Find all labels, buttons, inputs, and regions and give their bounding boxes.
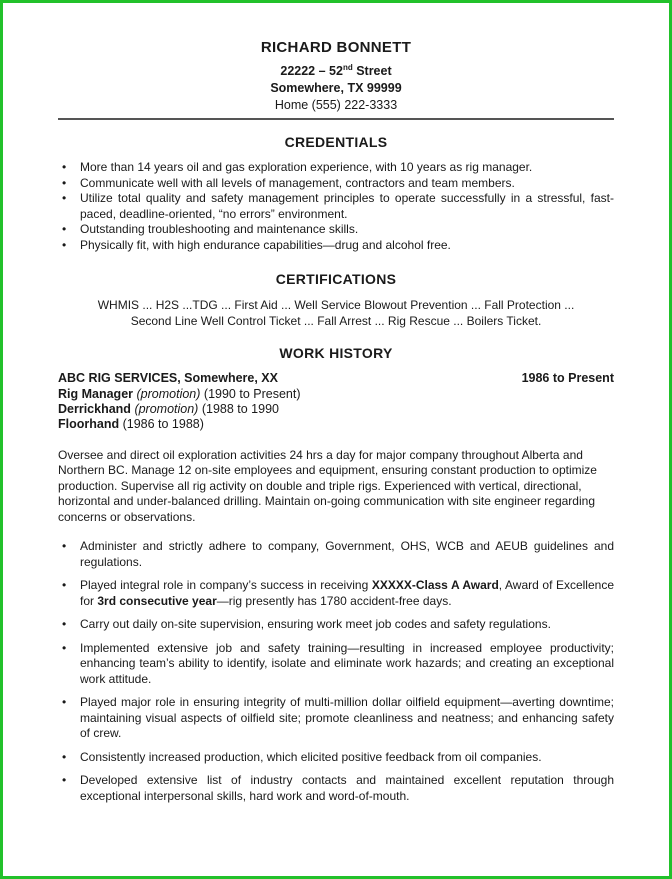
street-suffix: Street (352, 64, 392, 79)
role-years: (1990 to Present) (203, 386, 301, 401)
credential-text: Utilize total quality and safety management principles to operate successfully in a stressful, fast-paced, deadline-oriented, “no errors” environment. (80, 191, 614, 221)
street-address (58, 59, 614, 80)
bullet-icon: • (62, 695, 67, 710)
achievement-item (58, 578, 614, 609)
achievement-text: Carry out daily on-site supervision, ensuring work meet job codes and safety regulations. (80, 617, 551, 632)
bullet-icon: • (62, 749, 67, 764)
role-title: Floorhand (58, 416, 120, 431)
achievement-item (58, 617, 614, 633)
role-title: Rig Manager (58, 386, 134, 401)
certifications-line-1: WHMIS ... H2S ...TDG ... First Aid ... Well Service Blowout Prevention ... Fall Protection ... (97, 298, 575, 313)
work-history-heading: WORK HISTORY (279, 345, 393, 362)
award-years: 3rd consecutive year (97, 593, 217, 608)
credential-text: Communicate well with all levels of management, contractors and team members. (80, 175, 515, 190)
achievement-text: Played major role in ensuring integrity of multi-million dollar oilfield equipment—averting downtime; maintaining visual aspects of oilfield site; promote cleanliness and neatness; and enhancing safety of crew. (80, 695, 614, 741)
achievement-item (58, 695, 614, 742)
header (58, 37, 614, 114)
bullet-icon: • (62, 222, 67, 237)
street-ordinal: nd (342, 63, 353, 72)
credential-item (58, 222, 614, 238)
credentials-list (58, 160, 614, 253)
candidate-name: RICHARD BONNETT (260, 39, 412, 56)
header-divider (58, 118, 614, 120)
bullet-icon: • (62, 539, 67, 554)
certifications-line-2: Second Line Well Control Ticket ... Fall Arrest ... Rig Rescue ... Boilers Ticket. (130, 314, 542, 329)
credential-item (58, 238, 614, 254)
role-line (58, 402, 614, 417)
credential-item (58, 176, 614, 192)
achievement-item (58, 641, 614, 688)
credential-text: Outstanding troubleshooting and maintenance skills. (80, 222, 359, 237)
bullet-icon: • (62, 578, 67, 593)
role-title: Derrickhand (58, 401, 131, 416)
bullet-icon: • (62, 237, 67, 252)
achievement-text: —rig presently has 1780 accident-free days. (216, 593, 452, 608)
achievement-text: , Award of Excellence for (80, 578, 614, 608)
achievement-text: Implemented extensive job and safety training—resulting in increased employee productivity; enhancing team’s ability to identify, isolate and eliminate work hazards; and creating an exceptional work attitude. (80, 640, 614, 686)
award-name: XXXXX-Class A Award (371, 578, 499, 593)
certifications-heading: CERTIFICATIONS (275, 271, 397, 288)
achievement-text: Administer and strictly adhere to company, Government, OHS, WCB and AEUB guidelines and regulations. (80, 539, 614, 569)
role-line (58, 387, 614, 402)
bullet-icon: • (62, 640, 67, 655)
bullet-icon: • (62, 617, 67, 632)
resume-page (58, 37, 614, 812)
credential-text: Physically fit, with high endurance capabilities—drug and alcohol free. (80, 237, 451, 252)
credential-item (58, 191, 614, 222)
certifications-list (58, 297, 614, 329)
role-years: (1988 to 1990 (201, 401, 279, 416)
street-prefix: 22222 – 52 (280, 64, 343, 79)
employer-line (58, 371, 614, 387)
achievement-item (58, 750, 614, 766)
credentials-heading: CREDENTIALS (284, 134, 388, 151)
city-state-zip: Somewhere, TX 99999 (270, 81, 402, 96)
role-note: (promotion) (136, 386, 201, 401)
bullet-icon: • (62, 175, 67, 190)
credential-text: More than 14 years oil and gas exploration experience, with 10 years as rig manager. (80, 160, 533, 175)
achievement-text: Played integral role in company’s success in receiving (80, 578, 372, 593)
bullet-icon: • (62, 191, 67, 206)
credential-item (58, 160, 614, 176)
employment-dates: 1986 to Present (521, 371, 614, 386)
achievement-text: Consistently increased production, which elicited positive feedback from oil companies. (80, 749, 542, 764)
role-line (58, 417, 614, 432)
achievement-item (58, 539, 614, 570)
role-years: (1986 to 1988) (122, 416, 204, 431)
achievement-item (58, 773, 614, 804)
achievements-list (58, 539, 614, 804)
achievement-text: Developed extensive list of industry contacts and maintained excellent reputation through exceptional interpersonal skills, hard work and word-of-mouth. (80, 773, 614, 803)
bullet-icon: • (62, 773, 67, 788)
employer-name: ABC RIG SERVICES, Somewhere, XX (58, 371, 278, 386)
role-note: (promotion) (134, 401, 199, 416)
job-summary: Oversee and direct oil exploration activities 24 hrs a day for major company throughout Alberta and Northern BC. Manage 12 on-site employees and equipment, ensuring constant production to optimize production. Supervise all rig activity on double and triple rigs. Experienced with vertical, directional, horizontal and under-balanced drilling. Maintain on-going communication with site engineer regarding concerns or observations. (58, 447, 597, 524)
phone-number: Home (555) 222-3333 (274, 98, 398, 113)
bullet-icon: • (62, 160, 67, 175)
